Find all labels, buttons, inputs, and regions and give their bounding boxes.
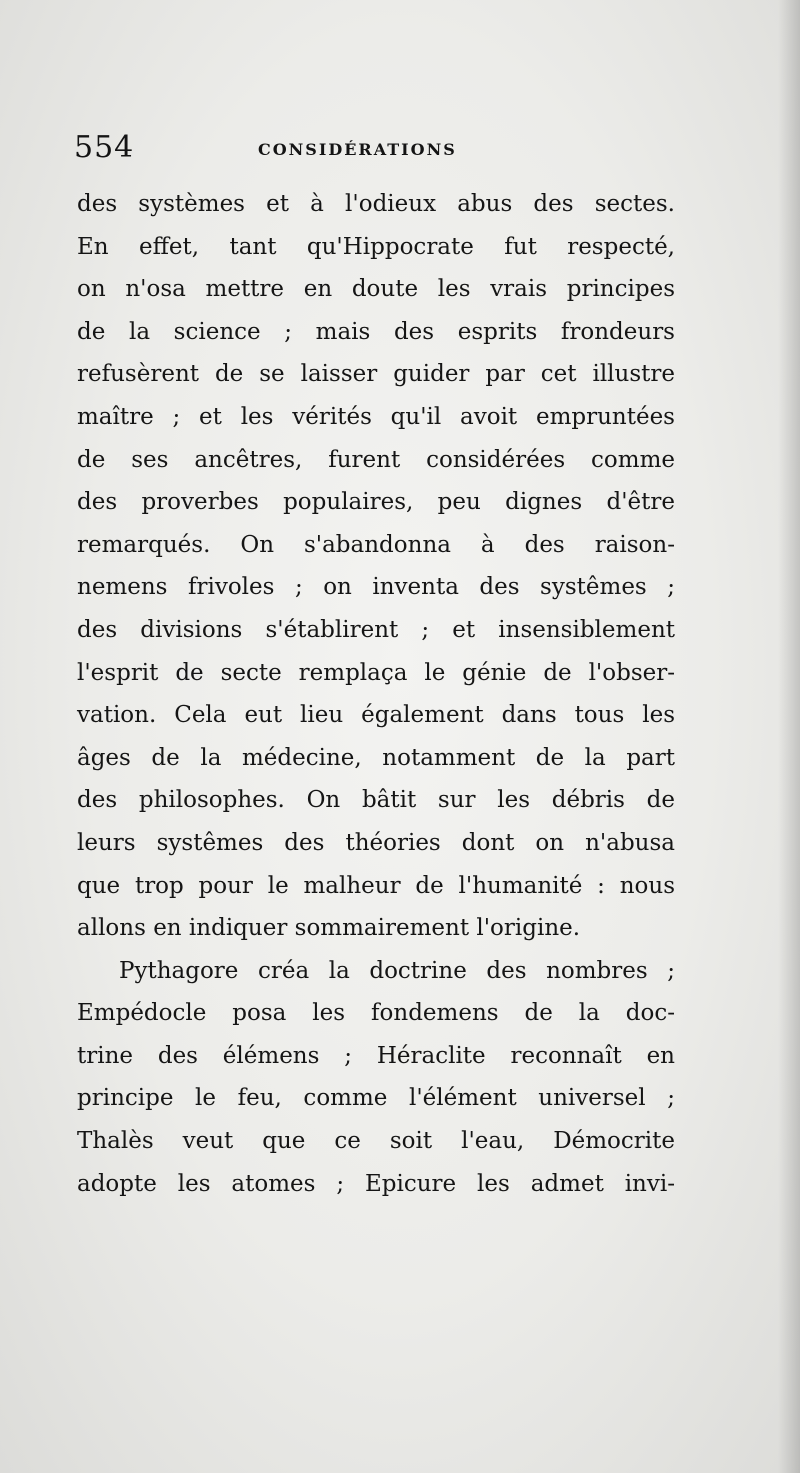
text-line: des proverbes populaires, peu dignes d'être <box>77 489 675 516</box>
page-header <box>74 130 674 170</box>
text-line: nemens frivoles ; on inventa des systêmes ; <box>77 574 675 601</box>
text-line: des philosophes. On bâtit sur les débris de <box>77 787 675 814</box>
text-line: on n'osa mettre en doute les vrais principes <box>77 276 675 303</box>
text-line: l'esprit de secte remplaça le génie de l'obser- <box>77 659 675 686</box>
text-line: de ses ancêtres, furent considérées comme <box>77 446 675 473</box>
text-line: Thalès veut que ce soit l'eau, Démocrite <box>77 1128 675 1155</box>
text-line: des systèmes et à l'odieux abus des sectes. <box>77 191 675 217</box>
text-line: refusèrent de se laisser guider par cet illustre <box>77 361 675 388</box>
text-line: leurs systêmes des théories dont on n'abusa <box>77 829 675 856</box>
text-line: remarqués. On s'abandonna à des raison- <box>77 531 675 558</box>
text-line: vation. Cela eut lieu également dans tous les <box>77 702 675 729</box>
text-line: Pythagore créa la doctrine des nombres ; <box>119 957 675 984</box>
text-line: Empédocle posa les fondemens de la doc- <box>77 1000 675 1027</box>
text-line: des divisions s'établirent ; et insensiblement <box>77 616 675 643</box>
running-head: CONSIDÉRATIONS <box>258 140 457 159</box>
text-line: adopte les atomes ; Epicure les admet invi- <box>77 1170 675 1197</box>
text-line: allons en indiquer sommairement l'origine. <box>77 915 581 942</box>
text-line: maître ; et les vérités qu'il avoit empruntées <box>77 403 675 430</box>
text-line: âges de la médecine, notamment de la part <box>77 744 675 771</box>
text-line: que trop pour le malheur de l'humanité : nous <box>77 872 675 899</box>
text-line: trine des élémens ; Héraclite reconnaît en <box>77 1042 675 1069</box>
body-text <box>77 183 675 1205</box>
text-line: de la science ; mais des esprits frondeurs <box>77 318 675 345</box>
text-line: principe le feu, comme l'élément universel ; <box>77 1085 675 1112</box>
page-edge-shadow <box>778 0 800 1473</box>
text-line: En effet, tant qu'Hippocrate fut respecté, <box>77 233 675 260</box>
page-number: 554 <box>74 130 135 165</box>
